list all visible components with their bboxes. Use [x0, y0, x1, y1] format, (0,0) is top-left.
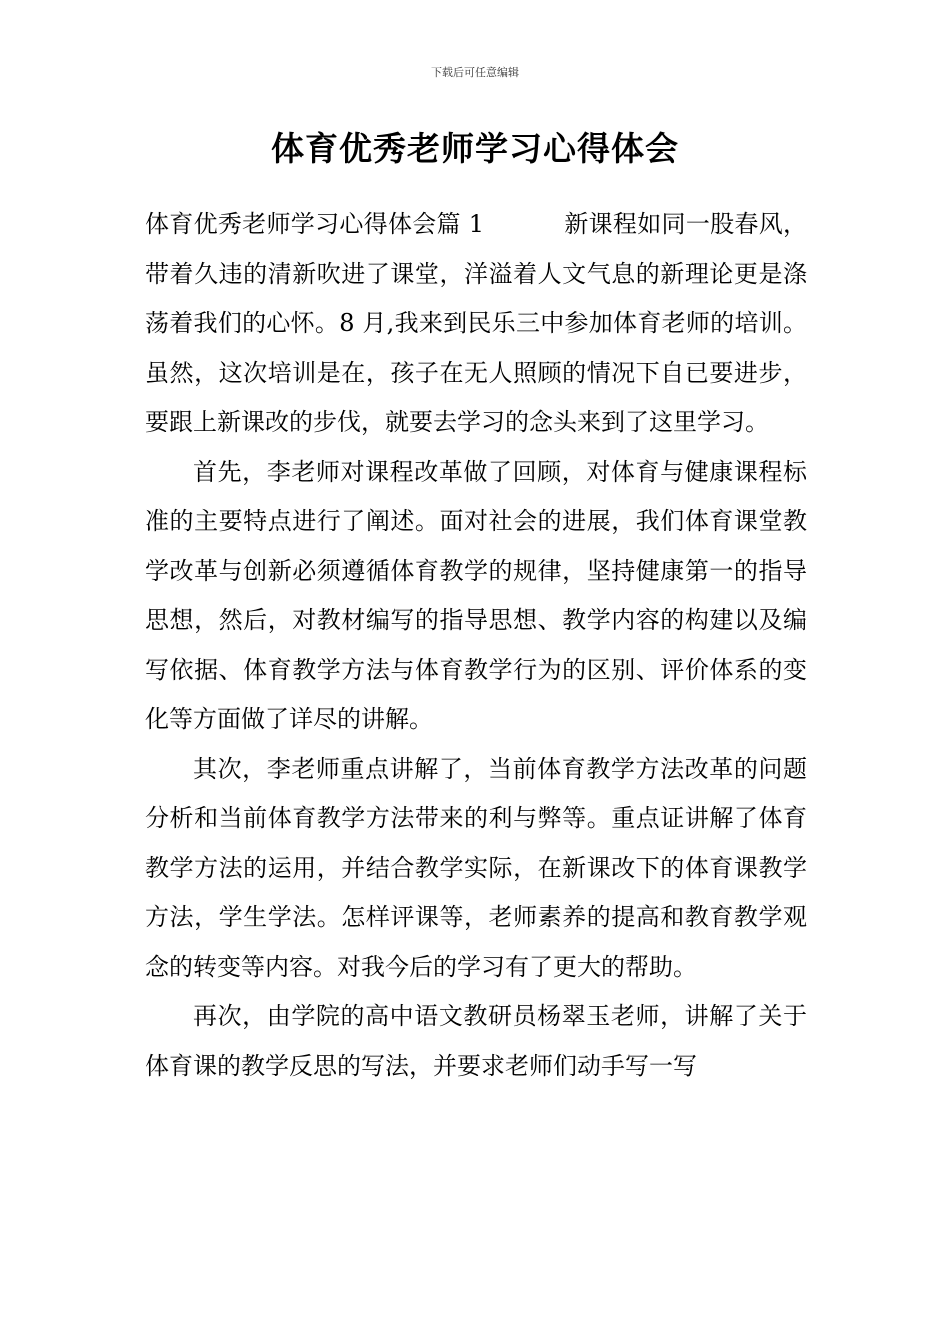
paragraph-3: 其次，李老师重点讲解了，当前体育教学方法改革的问题分析和当前体育教学方法带来的利与弊等。重点证讲解了体育教学方法的运用，并结合教学实际，在新课改下的体育课教学方法，学生学法。怎样评课等，老师素养的提高和教育教学观念的转变等内容。对我今后的学习有了更大的帮助。	[145, 754, 807, 981]
paragraph-2: 首先，李老师对课程改革做了回顾，对体育与健康课程标准的主要特点进行了阐述。面对社会的进展，我们体育课堂教学改革与创新必须遵循体育教学的规律，坚持健康第一的指导思想，然后，对教材编写的指导思想、教学内容的构建以及编写依据、体育教学方法与体育教学行为的区别、评价体系的变化等方面做了详尽的讲解。	[145, 457, 807, 733]
document-title: 体育优秀老师学习心得体会	[271, 129, 679, 168]
paragraph-1	[145, 200, 807, 448]
paragraph-4: 再次，由学院的高中语文教研员杨翠玉老师，讲解了关于体育课的教学反思的写法，并要求老师们动手写一写	[145, 1002, 807, 1080]
paragraph-1-text: 新课程如同一股春风，带着久违的清新吹进了课堂，洋溢着人文气息的新理论更是涤荡着我们的心怀。8 月,我来到民乐三中参加体育老师的培训。虽然，这次培训是在，孩子在无人照顾的情况下自已要进步，要跟上新课改的步伐，就要去学习的念头来到了这里学习。	[145, 210, 808, 436]
header-note: 下载后可任意编辑	[431, 66, 519, 79]
document-body	[145, 200, 807, 1091]
section-label: 体育优秀老师学习心得体会篇 1	[145, 210, 485, 238]
